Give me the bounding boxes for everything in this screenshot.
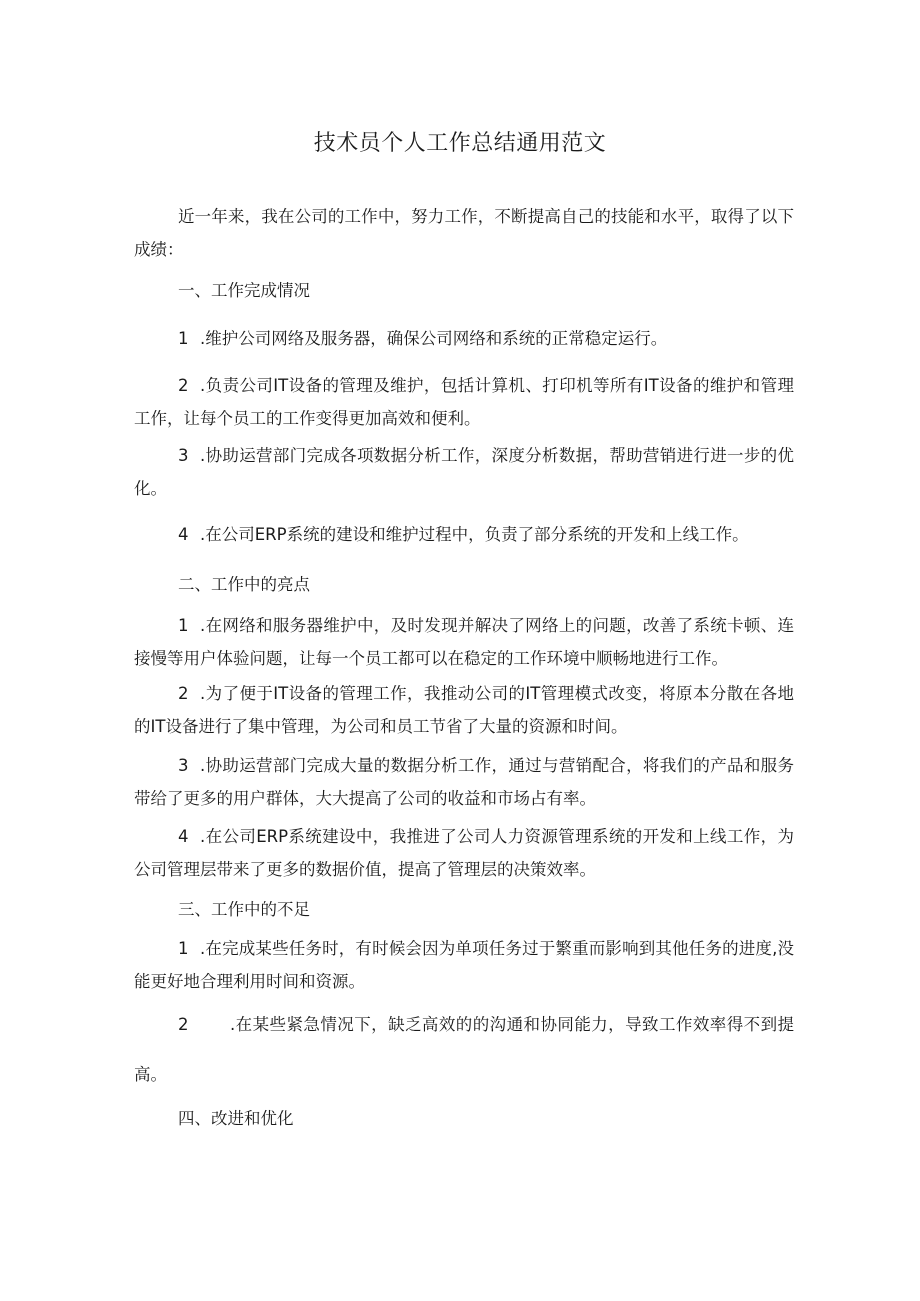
item-number: 4	[178, 525, 189, 544]
item-text: .为了便于IT设备的管理工作，我推动公司的IT管理模式改变，将原本分散在各地的IT设备进行了集中管理，为公司和员工节省了大量的资源和时间。	[134, 684, 794, 736]
section-1-item-4	[134, 518, 794, 551]
section-3-item-1	[134, 932, 794, 998]
section-2-item-4	[134, 820, 794, 886]
item-text: .协助运营部门完成大量的数据分析工作，通过与营销配合，将我们的产品和服务带给了更多的用户群体，大大提高了公司的收益和市场占有率。	[134, 756, 794, 808]
section-heading-2: 二、工作中的亮点	[178, 575, 310, 594]
item-number: 4	[178, 827, 189, 846]
section-1-item-1	[134, 322, 794, 355]
item-text: .维护公司网络及服务器，确保公司网络和系统的正常稳定运行。	[200, 329, 668, 348]
item-number: 3	[178, 446, 189, 465]
item-number: 1	[178, 329, 189, 348]
section-1-item-2	[134, 369, 794, 435]
item-text: .在公司ERP系统的建设和维护过程中，负责了部分系统的开发和上线工作。	[200, 525, 749, 544]
section-heading-1: 一、工作完成情况	[178, 281, 310, 300]
section-2-item-2	[134, 677, 794, 743]
document-title: 技术员个人工作总结通用范文	[313, 131, 607, 156]
item-text: .在完成某些任务时，有时候会因为单项任务过于繁重而影响到其他任务的进度,没能更好地合理利用时间和资源。	[134, 939, 794, 991]
section-1-item-3	[134, 439, 794, 505]
item-number: 1	[178, 939, 189, 958]
item-number: 2	[178, 1015, 189, 1034]
item-text: .协助运营部门完成各项数据分析工作，深度分析数据，帮助营销进行进一步的优化。	[134, 446, 794, 498]
item-number: 2	[178, 376, 189, 395]
item-text: .在公司ERP系统建设中，我推进了公司人力资源管理系统的开发和上线工作，为公司管理层带来了更多的数据价值，提高了管理层的决策效率。	[134, 827, 794, 879]
item-text: .在某些紧急情况下，缺乏高效的的沟通和协同能力，导致工作效率得不到提高。	[134, 1015, 794, 1084]
section-2-item-1	[134, 609, 794, 675]
intro-paragraph: 近一年来，我在公司的工作中，努力工作，不断提高自己的技能和水平，取得了以下成绩：	[134, 207, 794, 259]
item-text: .负责公司IT设备的管理及维护，包括计算机、打印机等所有IT设备的维护和管理工作，让每个员工的工作变得更加高效和便利。	[134, 376, 794, 428]
item-text: .在网络和服务器维护中，及时发现并解决了网络上的问题，改善了系统卡顿、连接慢等用户体验问题，让每一个员工都可以在稳定的工作环境中顺畅地进行工作。	[134, 616, 794, 668]
item-number: 2	[178, 684, 189, 703]
section-3-item-2	[134, 1000, 794, 1100]
section-2-item-3	[134, 749, 794, 815]
item-number: 3	[178, 756, 189, 775]
section-heading-3: 三、工作中的不足	[178, 900, 310, 919]
section-heading-4: 四、改进和优化	[178, 1109, 294, 1128]
item-number: 1	[178, 616, 189, 635]
